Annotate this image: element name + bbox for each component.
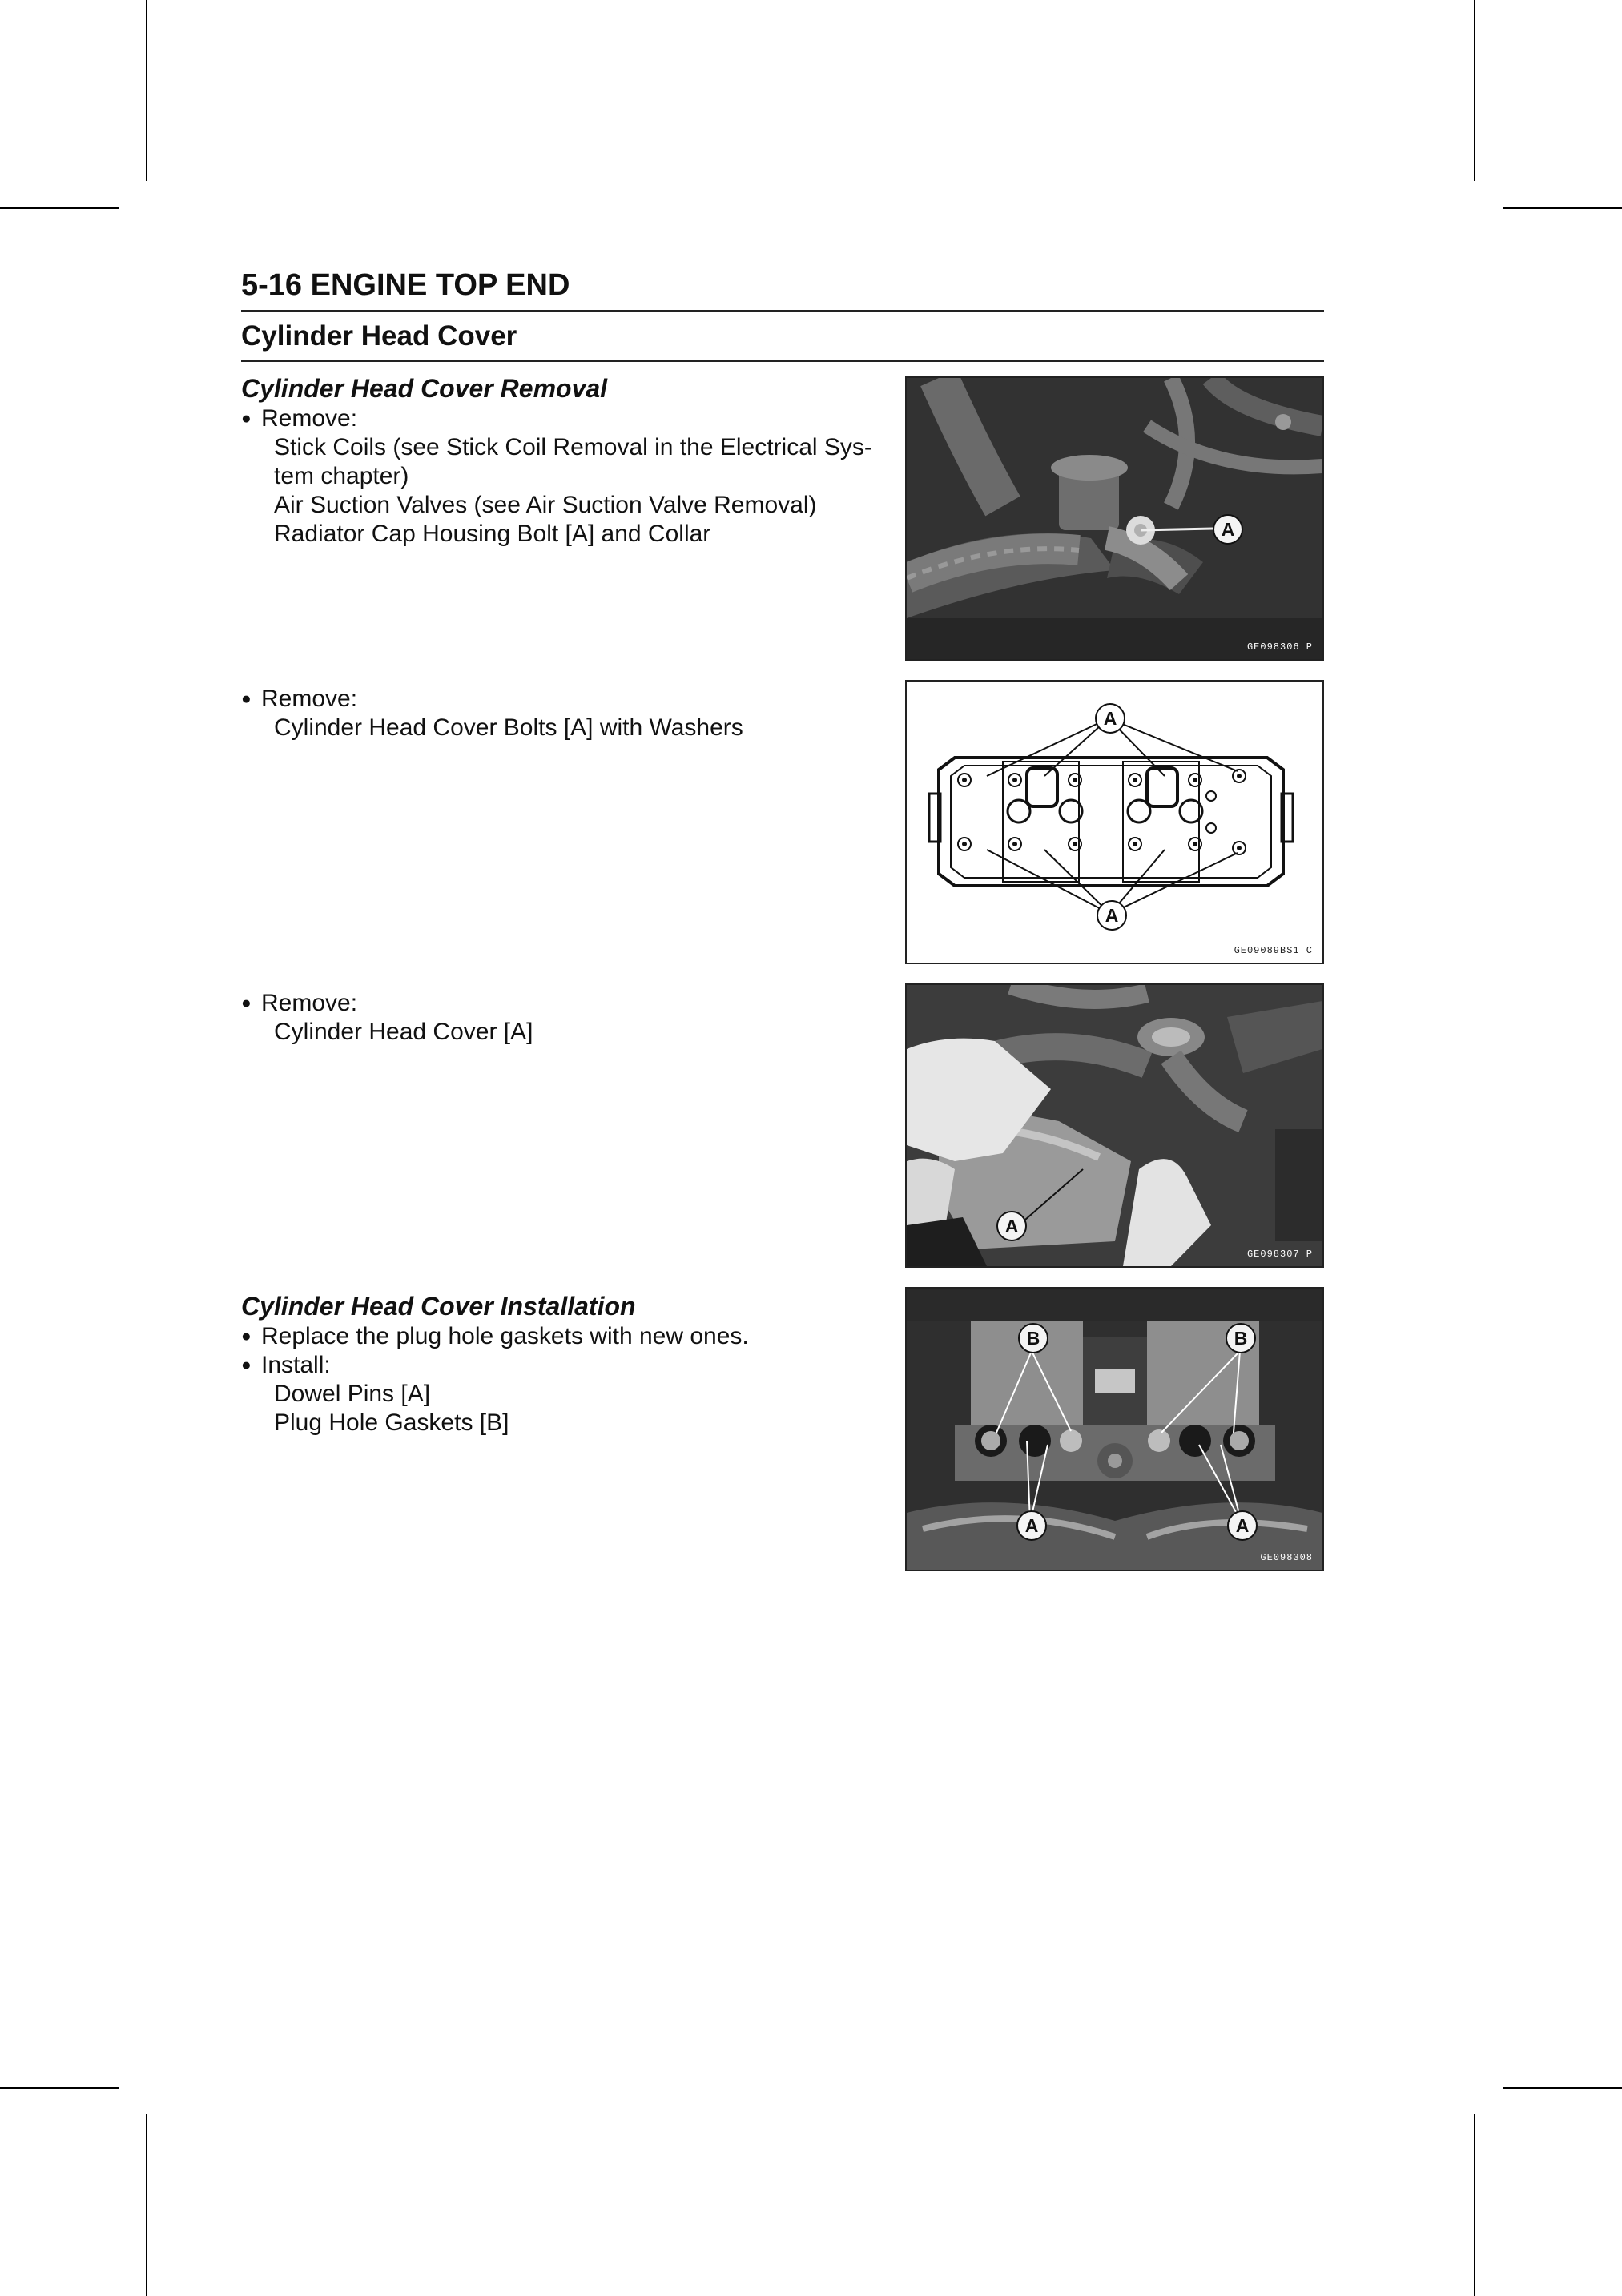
callout-a: A bbox=[1097, 900, 1127, 931]
removal-heading: Cylinder Head Cover Removal bbox=[241, 374, 608, 403]
crop-mark bbox=[0, 2087, 119, 2089]
engine-photo bbox=[907, 1289, 1322, 1570]
figure-code: GE09089BS1 C bbox=[1234, 945, 1313, 956]
figure-radiator-cap-photo bbox=[905, 376, 1324, 661]
figure-code: GE098308 bbox=[1260, 1552, 1313, 1563]
installation-heading: Cylinder Head Cover Installation bbox=[241, 1292, 636, 1321]
list-item: Cylinder Head Cover Bolts [A] with Washers bbox=[274, 714, 743, 741]
bullet-remove: ● Remove: bbox=[241, 989, 882, 1018]
crop-mark bbox=[146, 2114, 147, 2296]
callout-b: B bbox=[1018, 1323, 1048, 1353]
removal-step-3 bbox=[241, 989, 882, 1047]
crop-mark bbox=[0, 207, 119, 209]
figure-code: GE098307 P bbox=[1246, 1249, 1313, 1260]
list-item: Plug Hole Gaskets [B] bbox=[274, 1409, 509, 1436]
page-title: 5-16 ENGINE TOP END bbox=[241, 266, 1324, 312]
list-item: Stick Coils (see Stick Coil Removal in the Electrical Sys- bbox=[274, 434, 872, 460]
callout-a: A bbox=[1213, 514, 1243, 545]
figure-code: GE098306 P bbox=[1246, 641, 1313, 653]
page-header bbox=[241, 266, 1324, 362]
bullet-replace: ● Replace the plug hole gaskets with new ones. bbox=[241, 1322, 882, 1351]
section-title: Cylinder Head Cover bbox=[241, 312, 1324, 362]
bullet-remove: ● Remove: bbox=[241, 404, 882, 433]
bullet-install: ● Install: bbox=[241, 1351, 882, 1380]
list-item: Dowel Pins [A] bbox=[274, 1381, 431, 1407]
crop-mark bbox=[1503, 207, 1622, 209]
list-item: Air Suction Valves (see Air Suction Valve Removal) bbox=[274, 492, 817, 518]
callout-a: A bbox=[1016, 1510, 1047, 1541]
callout-a: A bbox=[1095, 703, 1125, 734]
crop-mark bbox=[146, 0, 147, 181]
callout-a: A bbox=[1227, 1510, 1258, 1541]
list-item: Radiator Cap Housing Bolt [A] and Collar bbox=[274, 521, 711, 547]
crop-mark bbox=[1474, 2114, 1475, 2296]
removal-step-1 bbox=[241, 372, 882, 549]
crop-mark bbox=[1474, 0, 1475, 181]
crop-mark bbox=[1503, 2087, 1622, 2089]
list-item: tem chapter) bbox=[274, 463, 409, 489]
engine-photo bbox=[907, 378, 1322, 659]
figure-cover-removal-photo bbox=[905, 983, 1324, 1268]
engine-photo bbox=[907, 985, 1322, 1266]
installation-block bbox=[241, 1290, 882, 1438]
figure-dowel-pins-photo bbox=[905, 1287, 1324, 1571]
callout-a: A bbox=[996, 1211, 1027, 1241]
callout-b: B bbox=[1226, 1323, 1256, 1353]
bullet-remove: ● Remove: bbox=[241, 685, 882, 714]
list-item: Cylinder Head Cover [A] bbox=[274, 1019, 533, 1045]
figure-cover-bolts-diagram bbox=[905, 680, 1324, 964]
removal-step-2 bbox=[241, 685, 882, 742]
